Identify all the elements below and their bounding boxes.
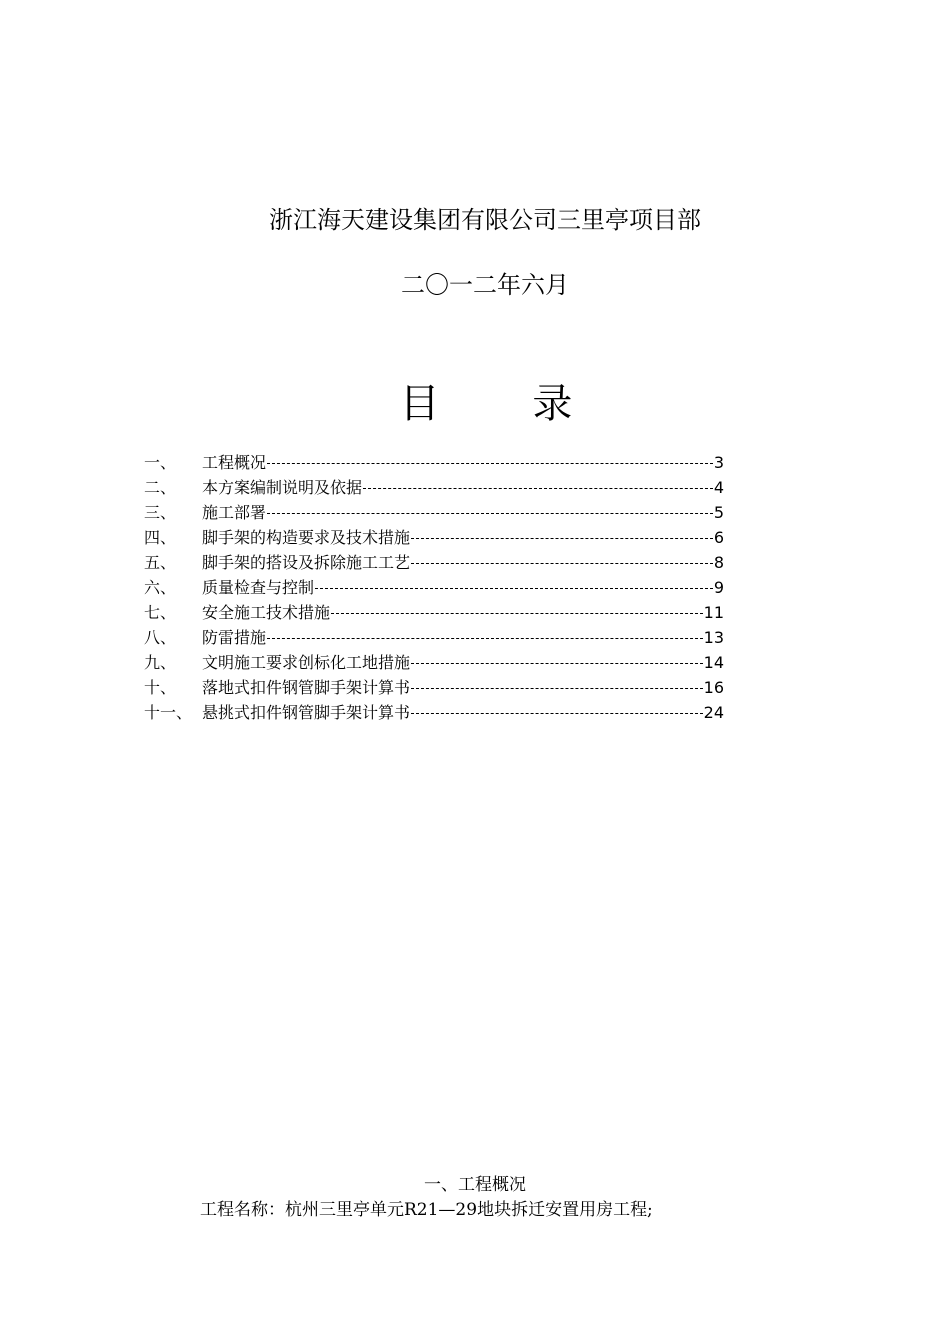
toc-entry[interactable] xyxy=(144,650,724,675)
toc-entry[interactable] xyxy=(144,675,724,700)
toc-entry-label: 本方案编制说明及依据 xyxy=(202,478,363,497)
toc-entry-number: 十一、 xyxy=(144,703,193,722)
toc-entry-label: 施工部署 xyxy=(202,503,267,522)
toc-leader xyxy=(267,638,703,639)
toc-entry-page: 4 xyxy=(713,478,724,497)
toc-entry[interactable] xyxy=(144,700,724,725)
toc-entry-label: 文明施工要求创标化工地措施 xyxy=(202,653,411,672)
toc-entry-page: 24 xyxy=(703,703,724,722)
toc-leader xyxy=(411,538,713,539)
toc-leader xyxy=(411,663,703,664)
toc-leader xyxy=(411,713,703,714)
toc-entry-page: 14 xyxy=(703,653,724,672)
toc-entry-label: 安全施工技术措施 xyxy=(202,603,331,622)
toc-entry-number: 五、 xyxy=(144,553,177,572)
toc-entry-page: 3 xyxy=(713,453,724,472)
toc-entry-number: 十、 xyxy=(144,678,177,697)
table-of-contents xyxy=(144,450,724,725)
toc-title: 目 录 xyxy=(399,381,613,427)
toc-entry[interactable] xyxy=(144,575,724,600)
toc-entry[interactable] xyxy=(144,525,724,550)
toc-leader xyxy=(363,488,713,489)
toc-entry-label: 脚手架的搭设及拆除施工工艺 xyxy=(202,553,411,572)
toc-entry-page: 9 xyxy=(713,578,724,597)
toc-leader xyxy=(267,463,713,464)
toc-entry[interactable] xyxy=(144,500,724,525)
toc-entry-label: 防雷措施 xyxy=(202,628,267,647)
project-name-line: 工程名称：杭州三里亭单元R21—29地块拆迁安置用房工程; xyxy=(200,1200,653,1220)
toc-entry-number: 六、 xyxy=(144,578,177,597)
toc-entry-number: 七、 xyxy=(144,603,177,622)
toc-entry-number: 八、 xyxy=(144,628,177,647)
toc-entry-page: 5 xyxy=(713,503,724,522)
toc-leader xyxy=(411,563,713,564)
toc-leader xyxy=(411,688,703,689)
toc-entry-page: 11 xyxy=(703,603,724,622)
document-date: 二〇一二年六月 xyxy=(401,271,569,299)
toc-leader xyxy=(267,513,713,514)
toc-entry-label: 脚手架的构造要求及技术措施 xyxy=(202,528,411,547)
toc-entry[interactable] xyxy=(144,625,724,650)
toc-entry-label: 质量检查与控制 xyxy=(202,578,315,597)
toc-entry[interactable] xyxy=(144,475,724,500)
company-name: 浙江海天建设集团有限公司三里亭项目部 xyxy=(269,206,701,234)
toc-entry[interactable] xyxy=(144,450,724,475)
toc-entry-number: 一、 xyxy=(144,453,177,472)
toc-entry[interactable] xyxy=(144,600,724,625)
toc-entry-number: 二、 xyxy=(144,478,177,497)
toc-leader xyxy=(315,588,713,589)
toc-entry-page: 16 xyxy=(703,678,724,697)
toc-entry-page: 13 xyxy=(703,628,724,647)
toc-entry-number: 九、 xyxy=(144,653,177,672)
section-heading: 一、工程概况 xyxy=(424,1175,526,1195)
toc-entry-number: 三、 xyxy=(144,503,177,522)
toc-entry-number: 四、 xyxy=(144,528,177,547)
toc-entry-page: 8 xyxy=(713,553,724,572)
toc-entry-page: 6 xyxy=(713,528,724,547)
toc-leader xyxy=(331,613,703,614)
toc-entry-label: 工程概况 xyxy=(202,453,267,472)
toc-entry-label: 悬挑式扣件钢管脚手架计算书 xyxy=(202,703,411,722)
toc-entry[interactable] xyxy=(144,550,724,575)
toc-entry-label: 落地式扣件钢管脚手架计算书 xyxy=(202,678,411,697)
